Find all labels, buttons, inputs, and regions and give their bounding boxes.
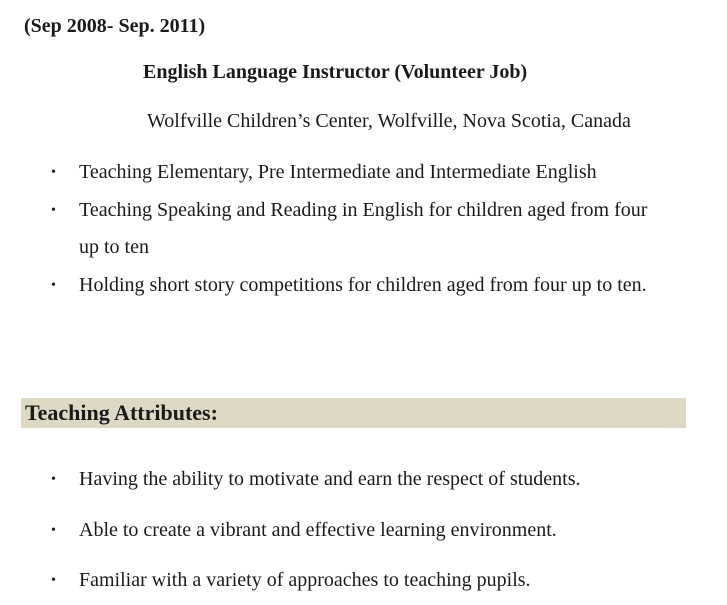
teaching-attributes-header	[21, 398, 686, 428]
attribute-text: Able to create a vibrant and effective learning environment.	[79, 519, 557, 541]
bullet-icon: •	[51, 203, 56, 218]
attribute-text: Having the ability to motivate and earn the respect of students.	[79, 468, 581, 490]
duty-text: Teaching Speaking and Reading in English for children aged from four up to ten	[79, 199, 648, 258]
attribute-text: Familiar with a variety of approaches to teaching pupils.	[79, 569, 531, 591]
bullet-icon: •	[51, 278, 56, 293]
duty-text: Teaching Elementary, Pre Intermediate and Intermediate English	[79, 161, 597, 183]
bullet-icon: •	[51, 573, 56, 588]
bullet-icon: •	[51, 165, 56, 180]
section-title: Teaching Attributes:	[25, 400, 218, 425]
employer-location: Wolfville Children’s Center, Wolfville, Nova Scotia, Canada	[147, 110, 631, 132]
bullet-icon: •	[51, 472, 56, 487]
job-title: English Language Instructor (Volunteer Job)	[143, 61, 528, 83]
experience-date-range: (Sep 2008- Sep. 2011)	[24, 15, 206, 37]
bullet-icon: •	[51, 523, 56, 538]
duty-text: Holding short story competitions for children aged from four up to ten.	[79, 274, 647, 296]
